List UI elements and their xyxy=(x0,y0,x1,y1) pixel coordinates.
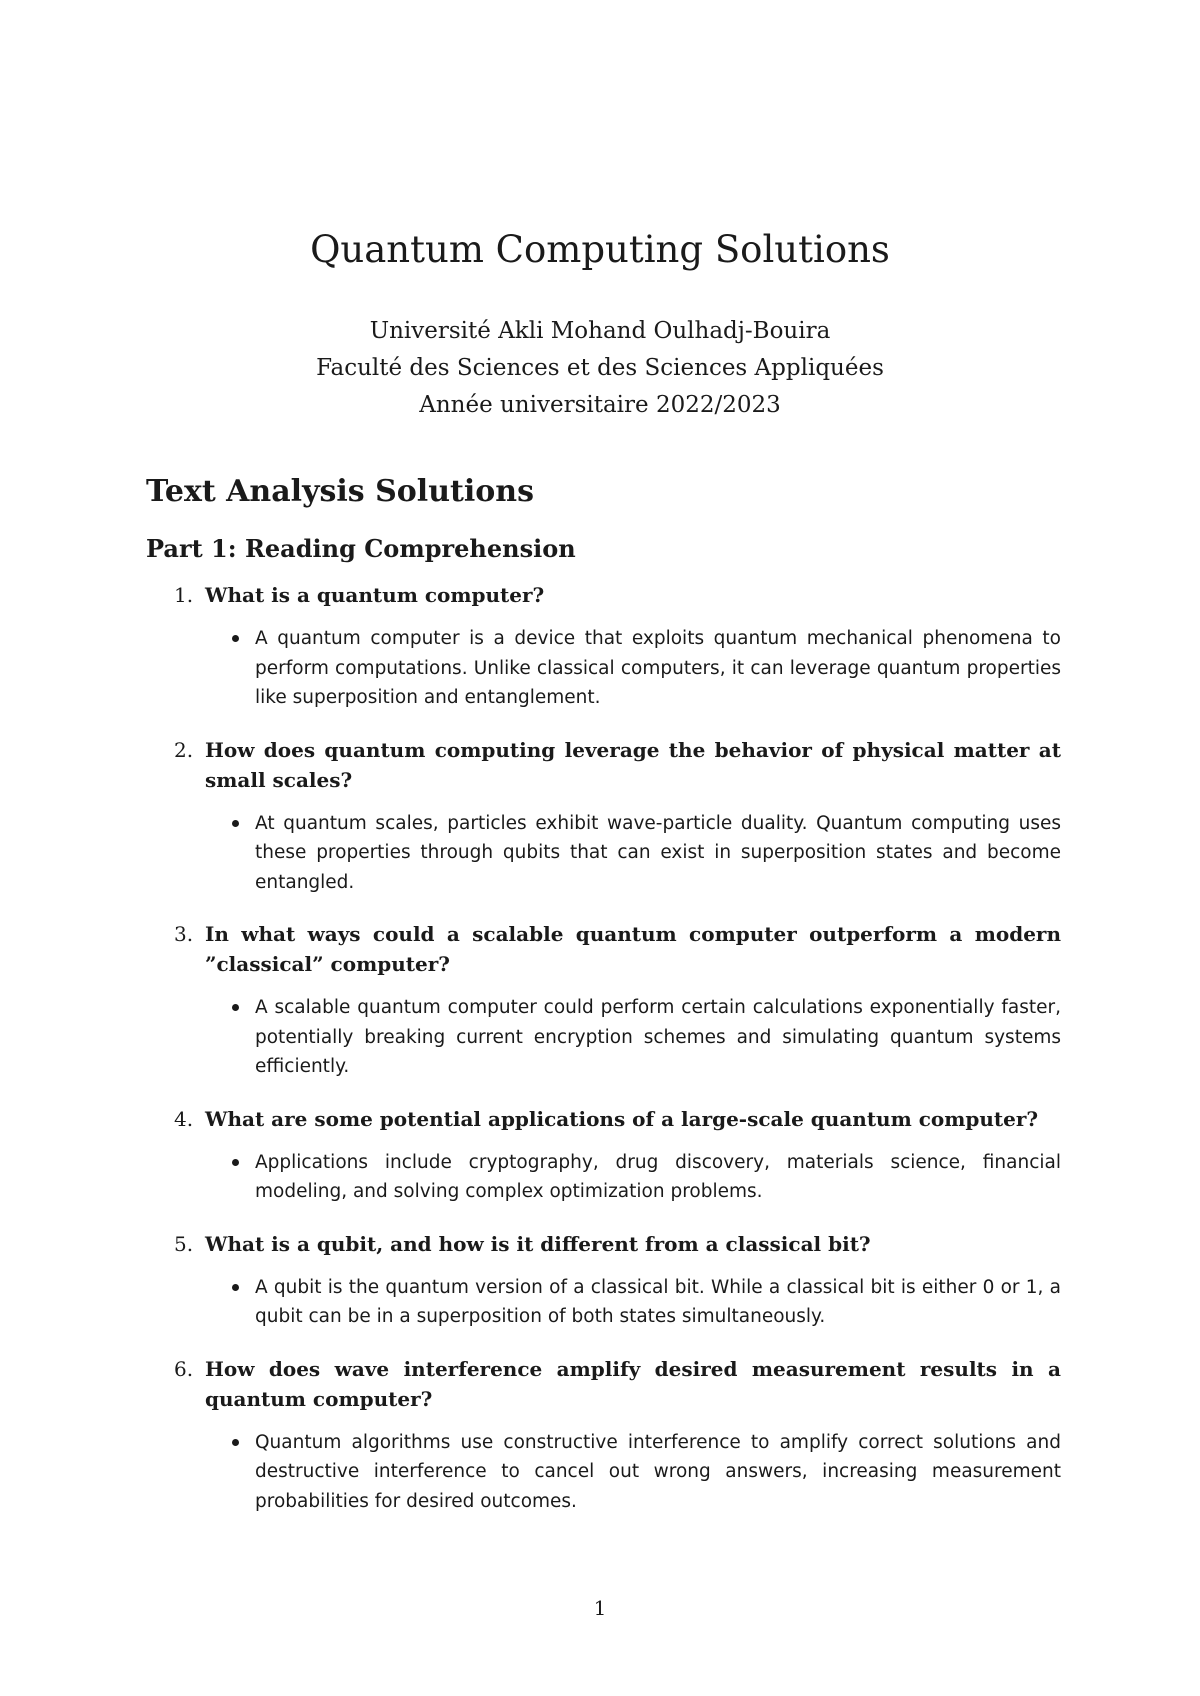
question-list xyxy=(146,580,1061,1516)
answer-text: A scalable quantum computer could perform certain calculations exponentially faster, potentially breaking current encryption schemes and simulating quantum systems efficiently. xyxy=(255,997,1061,1078)
bullet-icon xyxy=(232,1284,239,1291)
university-name: Université Akli Mohand Oulhadj-Bouira xyxy=(369,317,831,344)
question-number: 3. xyxy=(174,922,194,947)
answer-item xyxy=(205,624,1061,713)
answer-text: Applications include cryptography, drug discovery, materials science, financial modeling, and solving complex optimization problems. xyxy=(255,1151,1061,1203)
faculty-name: Faculté des Sciences et des Sciences Appliquées xyxy=(316,354,884,381)
question-item xyxy=(146,1354,1061,1517)
title-block xyxy=(0,230,1200,424)
bullet-icon xyxy=(232,1159,239,1166)
question-text: In what ways could a scalable quantum computer outperform a modern ”classical” computer? xyxy=(205,922,1061,977)
question-text: How does wave interference amplify desired measurement results in a quantum computer? xyxy=(205,1356,1061,1411)
question-number: 4. xyxy=(174,1106,194,1131)
question-number: 2. xyxy=(174,737,194,762)
question-text: What are some potential applications of a large-scale quantum computer? xyxy=(205,1106,1039,1131)
answer-item xyxy=(205,809,1061,898)
question-item xyxy=(146,580,1061,713)
document-title: Quantum Computing Solutions xyxy=(310,228,890,271)
section-title: Text Analysis Solutions xyxy=(146,474,534,509)
question-text: How does quantum computing leverage the behavior of physical matter at small scales? xyxy=(205,737,1061,792)
question-item xyxy=(146,919,1061,1082)
affiliation-block xyxy=(0,313,1200,424)
answer-item xyxy=(205,993,1061,1082)
page-number: 1 xyxy=(593,1596,607,1620)
question-item xyxy=(146,1104,1061,1207)
answer-text: At quantum scales, particles exhibit wave-particle duality. Quantum computing uses these properties through qubits that can exist in superposition states and become entangled. xyxy=(255,812,1061,893)
answer-text: Quantum algorithms use constructive interference to amplify correct solutions and destructive interference to cancel out wrong answers, increasing measurement probabilities for desired outcomes. xyxy=(255,1431,1061,1512)
academic-year: Année universitaire 2022/2023 xyxy=(419,391,781,418)
bullet-icon xyxy=(232,820,239,827)
question-text: What is a quantum computer? xyxy=(205,583,545,608)
answer-item xyxy=(205,1273,1061,1332)
question-item xyxy=(146,1229,1061,1332)
answer-text: A qubit is the quantum version of a classical bit. While a classical bit is either 0 or 1, a qubit can be in a superposition of both states simultaneously. xyxy=(255,1276,1061,1328)
bullet-icon xyxy=(232,635,239,642)
main-content xyxy=(146,475,1061,1538)
answer-item xyxy=(205,1148,1061,1207)
answer-item xyxy=(205,1428,1061,1517)
question-text: What is a qubit, and how is it different from a classical bit? xyxy=(205,1231,871,1256)
part-title: Part 1: Reading Comprehension xyxy=(146,534,576,563)
answer-text: A quantum computer is a device that exploits quantum mechanical phenomena to perform computations. Unlike classical computers, it can leverage quantum properties like superposition and entanglement. xyxy=(255,628,1061,709)
bullet-icon xyxy=(232,1004,239,1011)
question-item xyxy=(146,735,1061,898)
bullet-icon xyxy=(232,1439,239,1446)
question-number: 1. xyxy=(174,583,194,608)
question-number: 5. xyxy=(174,1231,194,1256)
question-number: 6. xyxy=(174,1356,194,1381)
